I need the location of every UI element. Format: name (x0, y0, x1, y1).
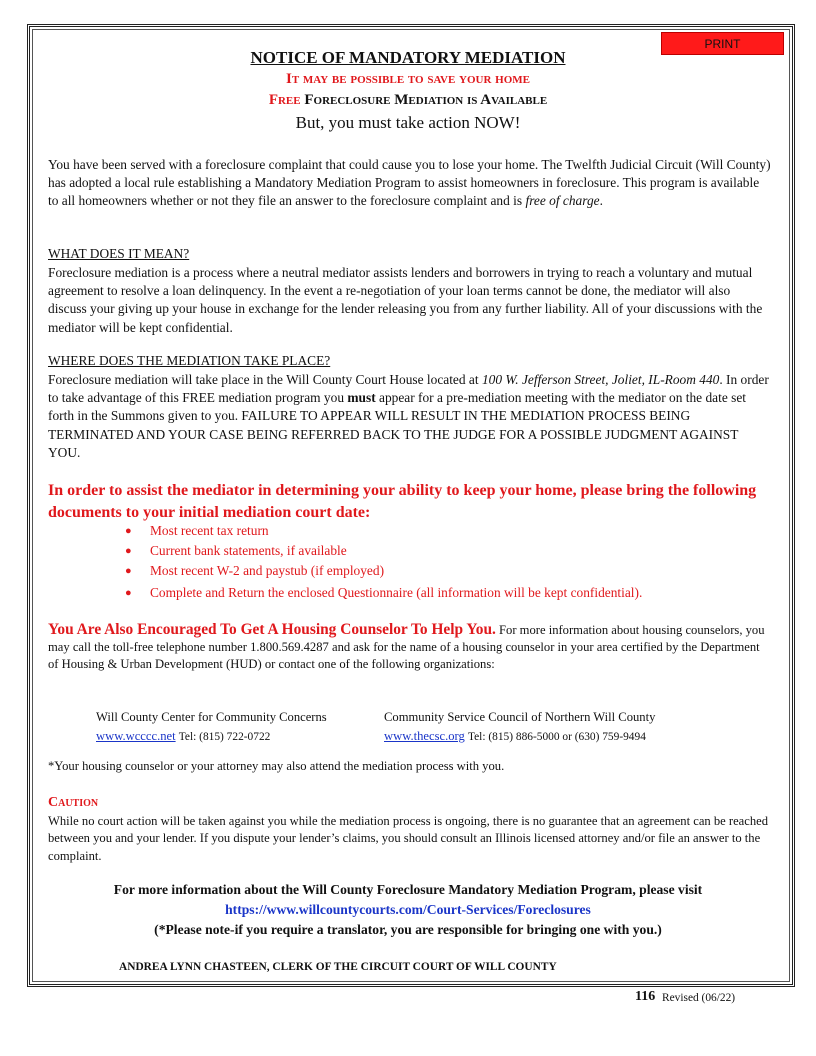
list-item (120, 583, 642, 603)
subtitle-free-rest: Foreclosure Mediation is Available (300, 92, 548, 108)
organization-csc (384, 708, 655, 747)
bullet-icon: ● (125, 587, 132, 599)
intro-end: . (599, 193, 603, 209)
print-button[interactable]: PRINT (661, 32, 784, 55)
list-item-label: Most recent tax return (150, 523, 269, 538)
list-item (120, 561, 642, 581)
page-number: 116 (635, 989, 656, 1004)
list-item (120, 541, 642, 561)
counselor-text: For more information about housing counselors, you may call the toll-free telephone number 1.800.569.4287 and ask for the name of a housing counselor in your area certified by the Department of Housing & Urban Development (HUD) or contact one of the following organizations: (48, 623, 765, 672)
where-text-2: . In order to take advantage of this FREE mediation program you (48, 372, 769, 406)
subtitle-free-mediation (0, 92, 816, 109)
organization-name: Will County Center for Community Concerns (96, 710, 327, 724)
where-heading: WHERE DOES THE MEDIATION TAKE PLACE? (48, 353, 331, 368)
revised-date: Revised (06/22) (662, 992, 736, 1004)
organization-tel: Tel: (815) 886-5000 or (630) 759-9494 (467, 731, 646, 743)
caution-heading: Caution (48, 795, 99, 810)
footer-translator-note: (*Please note-if you require a translator, you are responsible for bringing one with you.) (154, 922, 662, 937)
subtitle-free-word: Free (268, 92, 301, 108)
footer-info: For more information about the Will County Foreclosure Mandatory Mediation Program, please visit (113, 882, 703, 897)
caution-paragraph: While no court action will be taken against you while the mediation process is ongoing, there is no guarantee that an agreement can be reached between you and your lender. If you dispute your lender’s claims, you should consult an Illinois licensed attorney and/or file an answer to the complaint. (48, 814, 769, 863)
where-text-1: Foreclosure mediation will take place in the Will County Court House located at (48, 372, 482, 387)
list-item (120, 521, 642, 541)
documents-heading: In order to assist the mediator in determining your ability to keep your home, please bring the following documents to your initial mediation court date: (48, 482, 757, 521)
call-to-action: But, you must take action NOW! (295, 113, 521, 132)
organization-link[interactable]: www.thecsc.org (384, 729, 465, 743)
list-item-label: Complete and Return the enclosed Questionnaire (all information will be kept confidential). (150, 585, 643, 600)
organization-contact (384, 727, 655, 747)
organization-contact (96, 727, 327, 747)
bullet-icon: ● (125, 545, 132, 557)
intro-paragraph (48, 156, 772, 211)
subtitle-save-home: It may be possible to save your home (286, 71, 530, 87)
list-item-label: Most recent W-2 and paystub (if employed) (150, 563, 385, 578)
bullet-icon: ● (125, 525, 132, 537)
list-item-label: Current bank statements, if available (150, 543, 347, 558)
what-paragraph: Foreclosure mediation is a process where a neutral mediator assists lenders and borrowers in trying to reach a voluntary and mutual agreement to resolve a loan delinquency. In the event a re-negotiation of your loan terms cannot be done, the mediator will also discuss your giving up your house in exchange for the lender releasing you from any further liability. All of your discussions with the mediator will be kept confidential. (48, 265, 763, 335)
intro-emphasis: free of charge (525, 193, 600, 209)
organization-name: Community Service Council of Northern Will County (384, 710, 656, 724)
counselor-paragraph (48, 621, 772, 674)
where-must: must (347, 390, 376, 406)
organization-link[interactable]: www.wcccc.net (96, 729, 176, 743)
organization-tel: Tel: (815) 722-0722 (178, 731, 271, 743)
where-paragraph (48, 371, 772, 462)
footer-info-block (0, 880, 816, 940)
clerk-signature: ANDREA LYNN CHASTEEN, CLERK OF THE CIRCUIT COURT OF WILL COUNTY (119, 961, 557, 973)
counselor-heading: You Are Also Encouraged To Get A Housing Counselor To Help You. (48, 621, 496, 638)
where-address: 100 W. Jefferson Street, Joliet, IL-Room 440 (481, 372, 720, 387)
where-text-3: appear for a pre-mediation meeting with the mediator on the date set forth in the Summons given to you. FAILURE TO APPEAR WILL RESULT IN THE MEDIATION PROCESS BEING TERMINATED AND YOUR CASE BEING REFERRED BACK TO THE JUDGE FOR A POSSIBLE JUDGMENT AGAINST YOU. (48, 390, 746, 460)
intro-text: You have been served with a foreclosure complaint that could cause you to lose your home. The Twelfth Judicial Circuit (Will County) has adopted a local rule establishing a Mandatory Mediation Program to assist homeowners in foreclosure. This program is available to all homeowners whether or not they file an answer to the foreclosure complaint and is (48, 157, 771, 209)
page-title: NOTICE OF MANDATORY MEDIATION (250, 48, 566, 67)
organization-wcccc (96, 708, 327, 747)
footer-url-link[interactable]: https://www.willcountycourts.com/Court-Services/Foreclosures (225, 902, 591, 917)
documents-list (120, 521, 642, 603)
bullet-icon: ● (125, 565, 132, 577)
what-heading: WHAT DOES IT MEAN? (48, 246, 190, 261)
attorney-note: *Your housing counselor or your attorney may also attend the mediation process with you. (48, 759, 505, 773)
